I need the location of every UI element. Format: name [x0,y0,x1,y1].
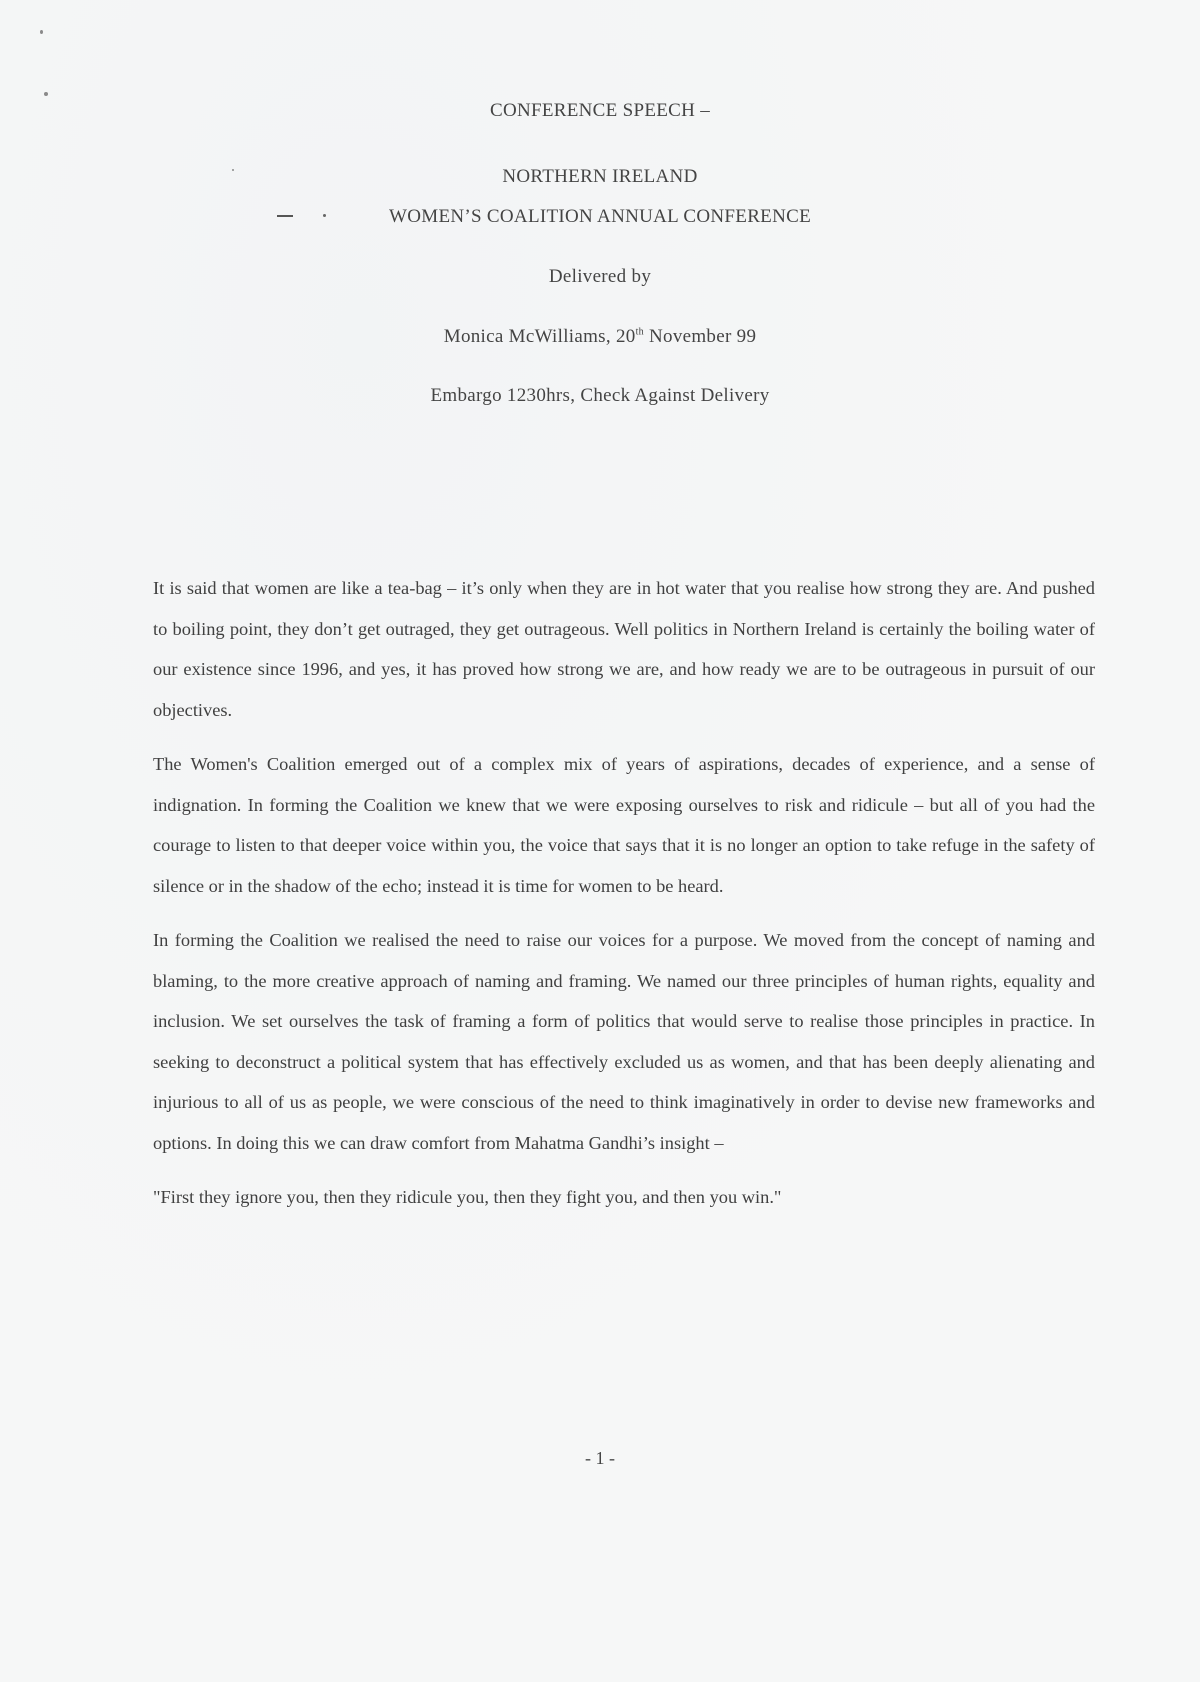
gandhi-quote: "First they ignore you, then they ridicule you, then they fight you, and then you win." [153,1187,782,1207]
speech-title: CONFERENCE SPEECH – [489,100,710,121]
speaker-and-date [0,326,1200,348]
embargo-notice: Embargo 1230hrs, Check Against Delivery [430,385,770,406]
delivered-by-label: Delivered by [548,266,652,287]
date-ordinal-superscript: th [635,326,644,338]
speaker-and-date-suffix: November 99 [643,326,757,347]
scan-speck [40,30,43,34]
speaker-and-date-prefix: Monica McWilliams, 20 [443,326,636,347]
scan-speck [44,92,48,96]
speech-paragraph: The Women's Coalition emerged out of a complex mix of years of aspirations, decades of experience, and a sense of indignation. In forming the Coalition we knew that we were exposing ourselves to risk and ridicule – but all of you had the courage to listen to that deeper voice within you, the voice that says that it is no longer an option to take refuge in the safety of silence or in the shadow of the echo; instead it is time for women to be heard. [153,754,1095,896]
organisation-name-line2: WOMEN’S COALITION ANNUAL CONFERENCE [389,206,811,227]
speech-paragraph: In forming the Coalition we realised the need to raise our voices for a purpose. We moved from the concept of naming and blaming, to the more creative approach of naming and framing. We named our three principles of human rights, equality and inclusion. We set ourselves the task of framing a form of politics that would serve to realise those principles in practice. In seeking to deconstruct a political system that has effectively excluded us as women, and that has been deeply alienating and injurious to all of us as people, we were conscious of the need to think imaginatively in order to devise new frameworks and options. In doing this we can draw comfort from Mahatma Gandhi’s insight – [153,930,1095,1153]
margin-dot-mark [323,214,326,217]
page-number: - 1 - [585,1448,615,1468]
margin-dash-mark [277,215,293,217]
speech-body [153,568,1095,1232]
speech-paragraph: It is said that women are like a tea-bag – it’s only when they are in hot water that you realise how strong they are. And pushed to boiling point, they don’t get outraged, they get outrageous. Well politics in Northern Ireland is certainly the boiling water of our existence since 1996, and yes, it has proved how strong we are, and how ready we are to be outrageous in pursuit of our objectives. [153,578,1095,720]
organisation-name-line1: NORTHERN IRELAND [502,166,698,187]
